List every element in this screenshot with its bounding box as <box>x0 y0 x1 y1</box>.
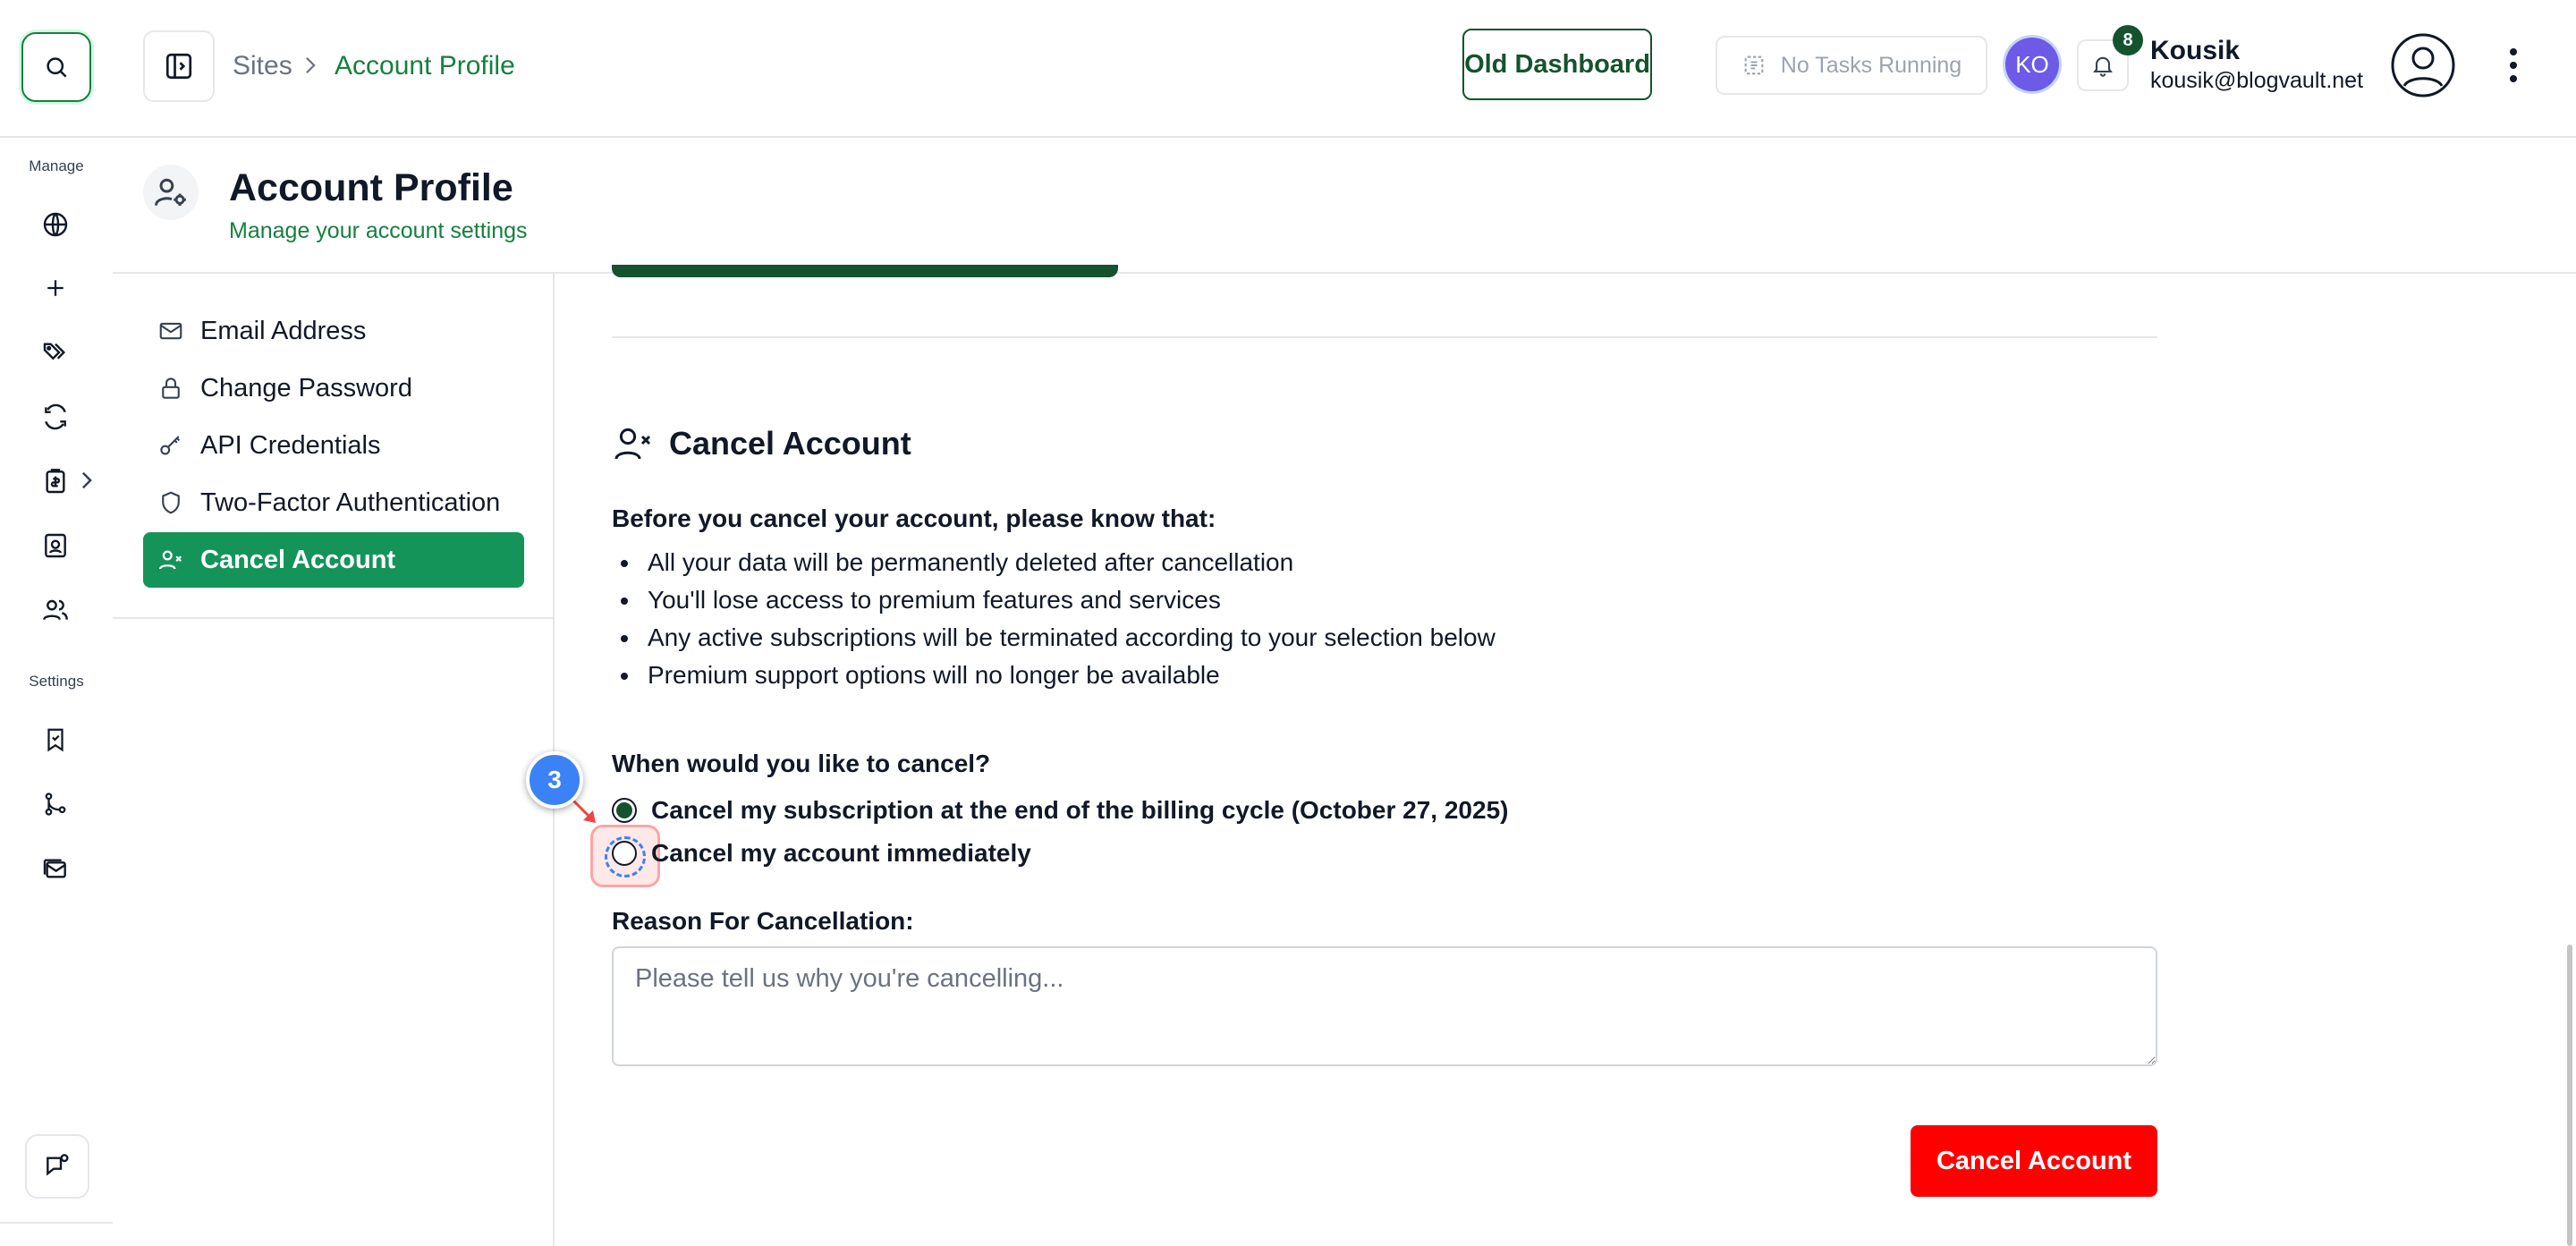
rail-feedback-button[interactable] <box>25 1134 89 1199</box>
list-item: You'll lose access to premium features and services <box>612 581 1496 619</box>
option-label: Cancel my account immediately <box>651 839 1031 867</box>
rail-sites-button[interactable] <box>36 205 75 244</box>
chat-icon <box>43 1152 72 1181</box>
sidebar-item-two-factor-authentication[interactable] <box>143 475 524 530</box>
rail-users-button[interactable] <box>36 590 75 630</box>
cancel-timing-question: When would you like to cancel? <box>612 750 991 777</box>
branch-icon <box>42 791 69 818</box>
rail-sync-button[interactable] <box>36 397 75 437</box>
sync-icon <box>41 403 70 431</box>
sidebar-item-label: Cancel Account <box>200 545 396 574</box>
sidebar-toggle-button[interactable] <box>143 30 215 102</box>
sidebar-item-api-credentials[interactable] <box>143 418 524 473</box>
rail-contacts-button[interactable] <box>36 526 75 565</box>
sidebar-item-cancel-account[interactable] <box>143 532 524 588</box>
breadcrumb-chevron-icon <box>304 55 317 75</box>
key-icon <box>157 432 184 459</box>
rail-bottom-divider <box>0 1222 113 1224</box>
rail-section-manage: Manage <box>29 157 84 174</box>
sidebar-item-label: API Credentials <box>200 430 381 460</box>
users-icon <box>41 596 70 624</box>
sidebar-item-email-address[interactable] <box>143 303 524 359</box>
search-icon <box>43 54 70 81</box>
cancel-account-button[interactable]: Cancel Account <box>1911 1125 2157 1197</box>
scrollbar-thumb[interactable] <box>2567 945 2572 1246</box>
step-number-badge: 3 <box>526 751 583 809</box>
user-name: Kousik <box>2150 36 2241 65</box>
old-dashboard-button[interactable]: Old Dashboard <box>1462 29 1652 100</box>
sidebar-item-label: Two-Factor Authentication <box>200 487 501 517</box>
radio-end-of-cycle[interactable] <box>612 798 637 823</box>
user-email: kousik@blogvault.net <box>2150 68 2364 93</box>
cancel-account-heading <box>612 422 911 465</box>
rail-mail-button[interactable] <box>36 849 75 888</box>
list-item: Any active subscriptions will be terminated according to your selection below <box>612 619 1496 657</box>
tasks-icon <box>1741 53 1767 78</box>
reason-textarea[interactable] <box>612 946 2157 1066</box>
tags-icon <box>41 338 70 367</box>
chevron-right-icon <box>80 470 93 490</box>
mail-stack-icon <box>41 854 70 883</box>
rail-reports-expand[interactable] <box>80 470 93 490</box>
sidebar-item-label: Email Address <box>200 316 367 345</box>
user-circle-icon <box>2390 32 2456 98</box>
rail-search-button[interactable] <box>21 32 91 102</box>
radio-selected-dot <box>616 802 632 818</box>
shield-icon <box>157 489 184 516</box>
rail-divider <box>0 136 113 138</box>
lock-icon <box>157 375 184 402</box>
page-title: Account Profile <box>229 166 513 209</box>
mail-icon <box>157 318 184 344</box>
rail-tags-button[interactable] <box>36 333 75 372</box>
kebab-menu-icon <box>2509 47 2518 83</box>
bookmark-icon <box>42 726 69 753</box>
step-highlight-ring <box>605 836 646 877</box>
option-label: Cancel my subscription at the end of the billing cycle (October 27, 2025) <box>651 796 1509 824</box>
panel-toggle-icon <box>163 50 195 82</box>
list-item: Premium support options will no longer be available <box>612 657 1496 694</box>
section-divider <box>612 336 2157 338</box>
breadcrumb-sites[interactable]: Sites <box>233 51 292 81</box>
globe-icon <box>41 210 70 239</box>
avatar[interactable]: KO <box>2005 38 2059 91</box>
consequences-list <box>612 544 1496 694</box>
reports-icon <box>41 467 70 496</box>
rail-bookmarks-button[interactable] <box>36 720 75 759</box>
tasks-label: No Tasks Running <box>1780 52 1962 78</box>
profile-menu-button[interactable] <box>2390 32 2456 98</box>
option-immediately[interactable] <box>612 839 1031 868</box>
rail-add-site-button[interactable] <box>36 268 75 308</box>
sidebar-divider <box>113 617 553 619</box>
tasks-status-button[interactable] <box>1716 36 1987 95</box>
previous-section-button-edge[interactable] <box>612 265 1118 277</box>
rail-section-settings: Settings <box>29 673 84 690</box>
list-item: All your data will be permanently deleted after cancellation <box>612 544 1496 581</box>
more-options-button[interactable] <box>2496 45 2531 86</box>
notification-count-badge: 8 <box>2113 25 2143 55</box>
sidebar-item-label: Change Password <box>200 373 412 403</box>
plus-icon <box>42 275 69 301</box>
user-settings-icon <box>143 165 199 220</box>
user-x-icon <box>157 547 184 573</box>
contact-card-icon <box>41 531 70 560</box>
bell-icon <box>2090 53 2115 78</box>
section-title: Cancel Account <box>669 425 911 462</box>
rail-integrations-button[interactable] <box>36 784 75 824</box>
user-x-icon <box>612 422 655 465</box>
option-end-of-cycle[interactable] <box>612 796 1508 825</box>
cancel-intro-text: Before you cancel your account, please know that: <box>612 504 1216 532</box>
reason-label: Reason For Cancellation: <box>612 907 914 935</box>
page-subtitle: Manage your account settings <box>229 218 528 243</box>
rail-reports-button[interactable] <box>36 462 75 501</box>
breadcrumb-current: Account Profile <box>335 51 515 81</box>
sidebar-item-change-password[interactable] <box>143 360 524 416</box>
